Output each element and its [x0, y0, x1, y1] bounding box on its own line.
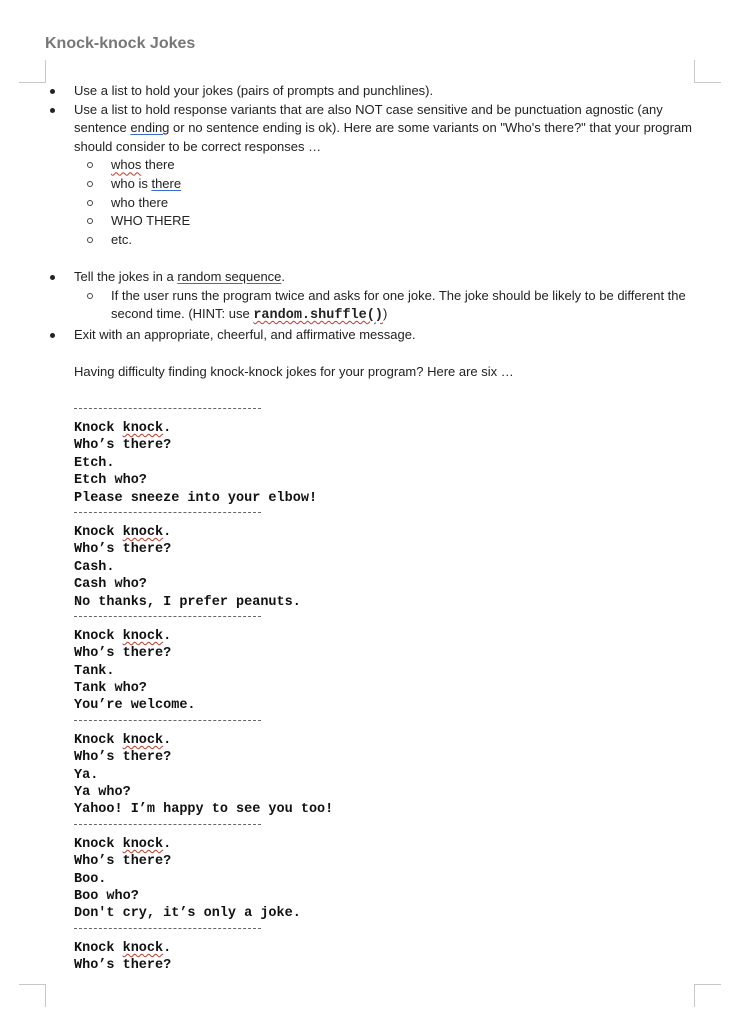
joke-punchline: Don't cry, it’s only a joke. [74, 906, 301, 922]
variant-item: who is there [0, 175, 696, 194]
circle-bullet-icon [87, 200, 93, 206]
hint-item: If the user runs the program twice and asks for one joke. The joke should be likely to be different the second time. (HINT: use random.shuffle()) [0, 287, 696, 326]
bullet-icon [50, 89, 55, 94]
page-corner-top-left [19, 60, 46, 83]
separator [74, 616, 261, 619]
separator [74, 720, 261, 723]
whos-there-line: Who’s there? [74, 438, 172, 454]
circle-bullet-icon [87, 181, 93, 187]
code-snippet: random.shuffle() [253, 308, 383, 324]
list-item: Use a list to hold response variants that are also NOT case sensitive and be punctuation agnostic (any sentence ending or no sentence ending is ok). Here are some variants on "Who's there?" that your program should consider to be correct responses … [0, 101, 694, 157]
whos-there-line: Who’s there? [74, 542, 172, 558]
joke-block [74, 940, 694, 975]
bullet-icon [50, 333, 55, 338]
variant-item: whos there [0, 156, 696, 175]
separator [74, 824, 261, 827]
joke-name: Tank. [74, 663, 115, 679]
circle-bullet-icon [87, 162, 93, 168]
joke-who: Tank who? [74, 681, 147, 697]
page-corner-bottom-right [694, 984, 721, 1007]
joke-name: Boo. [74, 871, 107, 887]
circle-bullet-icon [87, 218, 93, 224]
circle-bullet-icon [87, 293, 93, 299]
joke-who: Boo who? [74, 888, 139, 904]
separator [74, 512, 261, 515]
grammar-flag: random sequence [177, 268, 282, 284]
joke-who: Etch who? [74, 473, 147, 489]
joke-punchline: Please sneeze into your elbow! [74, 490, 318, 506]
joke-name: Etch. [74, 455, 115, 471]
bullet-icon [50, 275, 55, 280]
joke-punchline: No thanks, I prefer peanuts. [74, 594, 301, 610]
joke-name: Ya. [74, 767, 99, 783]
requirements-list [0, 82, 753, 344]
separator [74, 408, 261, 411]
knock-line: Knock knock. [74, 421, 172, 436]
grammar-flag: ending [130, 120, 170, 136]
joke-punchline: Yahoo! I’m happy to see you too! [74, 802, 334, 818]
joke-block [74, 524, 694, 611]
list-item: Exit with an appropriate, cheerful, and affirmative message. [0, 326, 694, 345]
page-title: Knock-knock Jokes [45, 35, 196, 52]
variant-item: etc. [0, 231, 696, 250]
jokes-list [74, 403, 694, 975]
bullet-icon [50, 108, 55, 113]
knock-line: Knock knock. [74, 940, 172, 956]
whos-there-line: Who’s there? [74, 646, 172, 662]
joke-who: Cash who? [74, 577, 147, 593]
whos-there-line: Who’s there? [74, 958, 172, 974]
page-corner-bottom-left [19, 984, 46, 1007]
knock-line: Knock knock. [74, 524, 172, 540]
joke-block [74, 420, 694, 507]
joke-block [74, 628, 694, 715]
circle-bullet-icon [87, 237, 93, 243]
separator [74, 928, 261, 931]
variant-item: who there [0, 194, 696, 213]
whos-there-line: Who’s there? [74, 750, 172, 766]
page-corner-top-right [694, 60, 721, 83]
joke-punchline: You’re welcome. [74, 698, 196, 714]
grammar-flag: there [151, 175, 182, 191]
knock-line: Knock knock. [74, 836, 172, 852]
intro-text: Having difficulty finding knock-knock jokes for your program? Here are six … [74, 364, 514, 379]
spelling-flag: whos [111, 157, 142, 173]
joke-name: Cash. [74, 559, 115, 575]
knock-line: Knock knock. [74, 628, 172, 644]
whos-there-line: Who’s there? [74, 854, 172, 870]
variant-item: WHO THERE [0, 212, 696, 231]
joke-who: Ya who? [74, 785, 131, 801]
list-item: Use a list to hold your jokes (pairs of prompts and punchlines). [0, 82, 694, 101]
knock-line: Knock knock. [74, 732, 172, 748]
list-item: Tell the jokes in a random sequence. [0, 268, 694, 287]
joke-block [74, 732, 694, 819]
joke-block [74, 836, 694, 923]
